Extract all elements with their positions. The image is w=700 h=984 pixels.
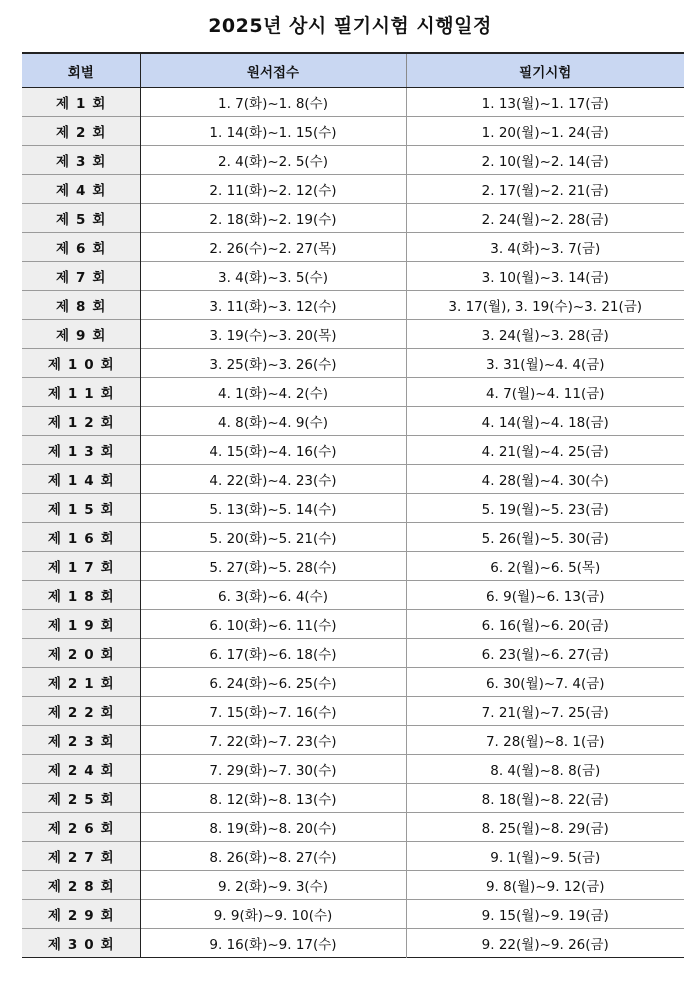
application-cell: 3. 4(화)~3. 5(수) bbox=[140, 262, 406, 291]
round-cell: 제26회 bbox=[22, 813, 140, 842]
application-cell: 7. 22(화)~7. 23(수) bbox=[140, 726, 406, 755]
application-cell: 5. 20(화)~5. 21(수) bbox=[140, 523, 406, 552]
exam-cell: 4. 14(월)~4. 18(금) bbox=[406, 407, 684, 436]
exam-cell: 1. 20(월)~1. 24(금) bbox=[406, 117, 684, 146]
application-cell: 2. 26(수)~2. 27(목) bbox=[140, 233, 406, 262]
table-row bbox=[22, 697, 684, 726]
table-row bbox=[22, 639, 684, 668]
exam-cell: 3. 24(월)~3. 28(금) bbox=[406, 320, 684, 349]
round-cell: 제24회 bbox=[22, 755, 140, 784]
round-cell: 제1회 bbox=[22, 88, 140, 117]
exam-cell: 7. 21(월)~7. 25(금) bbox=[406, 697, 684, 726]
application-cell: 6. 10(화)~6. 11(수) bbox=[140, 610, 406, 639]
exam-cell: 3. 10(월)~3. 14(금) bbox=[406, 262, 684, 291]
application-cell: 4. 22(화)~4. 23(수) bbox=[140, 465, 406, 494]
exam-cell: 3. 17(월), 3. 19(수)~3. 21(금) bbox=[406, 291, 684, 320]
application-cell: 3. 25(화)~3. 26(수) bbox=[140, 349, 406, 378]
application-cell: 6. 17(화)~6. 18(수) bbox=[140, 639, 406, 668]
round-cell: 제18회 bbox=[22, 581, 140, 610]
table-row bbox=[22, 465, 684, 494]
application-cell: 2. 4(화)~2. 5(수) bbox=[140, 146, 406, 175]
table-row bbox=[22, 88, 684, 117]
application-cell: 4. 1(화)~4. 2(수) bbox=[140, 378, 406, 407]
table-row bbox=[22, 117, 684, 146]
table-row bbox=[22, 204, 684, 233]
table-row bbox=[22, 842, 684, 871]
application-cell: 7. 29(화)~7. 30(수) bbox=[140, 755, 406, 784]
application-cell: 2. 18(화)~2. 19(수) bbox=[140, 204, 406, 233]
table-row bbox=[22, 755, 684, 784]
application-cell: 3. 19(수)~3. 20(목) bbox=[140, 320, 406, 349]
exam-cell: 2. 10(월)~2. 14(금) bbox=[406, 146, 684, 175]
exam-cell: 9. 22(월)~9. 26(금) bbox=[406, 929, 684, 958]
table-row bbox=[22, 929, 684, 958]
exam-cell: 7. 28(월)~8. 1(금) bbox=[406, 726, 684, 755]
application-cell: 7. 15(화)~7. 16(수) bbox=[140, 697, 406, 726]
round-cell: 제22회 bbox=[22, 697, 140, 726]
table-row bbox=[22, 726, 684, 755]
exam-cell: 8. 25(월)~8. 29(금) bbox=[406, 813, 684, 842]
application-cell: 8. 12(화)~8. 13(수) bbox=[140, 784, 406, 813]
round-cell: 제27회 bbox=[22, 842, 140, 871]
table-row bbox=[22, 291, 684, 320]
round-cell: 제20회 bbox=[22, 639, 140, 668]
column-header-exam: 필기시험 bbox=[406, 53, 684, 88]
application-cell: 4. 15(화)~4. 16(수) bbox=[140, 436, 406, 465]
round-cell: 제3회 bbox=[22, 146, 140, 175]
application-cell: 6. 3(화)~6. 4(수) bbox=[140, 581, 406, 610]
round-cell: 제11회 bbox=[22, 378, 140, 407]
round-cell: 제30회 bbox=[22, 929, 140, 958]
table-row bbox=[22, 320, 684, 349]
table-row bbox=[22, 900, 684, 929]
application-cell: 4. 8(화)~4. 9(수) bbox=[140, 407, 406, 436]
round-cell: 제25회 bbox=[22, 784, 140, 813]
round-cell: 제21회 bbox=[22, 668, 140, 697]
exam-cell: 4. 7(월)~4. 11(금) bbox=[406, 378, 684, 407]
round-cell: 제16회 bbox=[22, 523, 140, 552]
round-cell: 제7회 bbox=[22, 262, 140, 291]
table-row bbox=[22, 813, 684, 842]
exam-cell: 5. 19(월)~5. 23(금) bbox=[406, 494, 684, 523]
exam-cell: 5. 26(월)~5. 30(금) bbox=[406, 523, 684, 552]
exam-cell: 6. 9(월)~6. 13(금) bbox=[406, 581, 684, 610]
exam-cell: 2. 24(월)~2. 28(금) bbox=[406, 204, 684, 233]
exam-cell: 6. 16(월)~6. 20(금) bbox=[406, 610, 684, 639]
table-row bbox=[22, 349, 684, 378]
round-cell: 제8회 bbox=[22, 291, 140, 320]
column-header-round: 회별 bbox=[22, 53, 140, 88]
round-cell: 제17회 bbox=[22, 552, 140, 581]
application-cell: 5. 27(화)~5. 28(수) bbox=[140, 552, 406, 581]
round-cell: 제2회 bbox=[22, 117, 140, 146]
exam-cell: 6. 30(월)~7. 4(금) bbox=[406, 668, 684, 697]
table-row bbox=[22, 784, 684, 813]
table-row bbox=[22, 581, 684, 610]
table-row bbox=[22, 552, 684, 581]
application-cell: 9. 9(화)~9. 10(수) bbox=[140, 900, 406, 929]
application-cell: 1. 14(화)~1. 15(수) bbox=[140, 117, 406, 146]
round-cell: 제28회 bbox=[22, 871, 140, 900]
application-cell: 8. 26(화)~8. 27(수) bbox=[140, 842, 406, 871]
table-row bbox=[22, 871, 684, 900]
table-row bbox=[22, 523, 684, 552]
exam-cell: 3. 4(화)~3. 7(금) bbox=[406, 233, 684, 262]
exam-cell: 9. 1(월)~9. 5(금) bbox=[406, 842, 684, 871]
application-cell: 5. 13(화)~5. 14(수) bbox=[140, 494, 406, 523]
exam-cell: 3. 31(월)~4. 4(금) bbox=[406, 349, 684, 378]
round-cell: 제13회 bbox=[22, 436, 140, 465]
application-cell: 9. 16(화)~9. 17(수) bbox=[140, 929, 406, 958]
application-cell: 1. 7(화)~1. 8(수) bbox=[140, 88, 406, 117]
round-cell: 제19회 bbox=[22, 610, 140, 639]
round-cell: 제6회 bbox=[22, 233, 140, 262]
round-cell: 제29회 bbox=[22, 900, 140, 929]
table-row bbox=[22, 262, 684, 291]
round-cell: 제4회 bbox=[22, 175, 140, 204]
table-row bbox=[22, 494, 684, 523]
exam-cell: 8. 4(월)~8. 8(금) bbox=[406, 755, 684, 784]
table-row bbox=[22, 233, 684, 262]
application-cell: 8. 19(화)~8. 20(수) bbox=[140, 813, 406, 842]
round-cell: 제9회 bbox=[22, 320, 140, 349]
exam-cell: 4. 21(월)~4. 25(금) bbox=[406, 436, 684, 465]
round-cell: 제15회 bbox=[22, 494, 140, 523]
round-cell: 제12회 bbox=[22, 407, 140, 436]
table-body bbox=[22, 88, 684, 958]
exam-cell: 2. 17(월)~2. 21(금) bbox=[406, 175, 684, 204]
exam-cell: 4. 28(월)~4. 30(수) bbox=[406, 465, 684, 494]
application-cell: 2. 11(화)~2. 12(수) bbox=[140, 175, 406, 204]
column-header-application: 원서접수 bbox=[140, 53, 406, 88]
exam-cell: 9. 8(월)~9. 12(금) bbox=[406, 871, 684, 900]
application-cell: 3. 11(화)~3. 12(수) bbox=[140, 291, 406, 320]
application-cell: 6. 24(화)~6. 25(수) bbox=[140, 668, 406, 697]
round-cell: 제5회 bbox=[22, 204, 140, 233]
exam-cell: 6. 23(월)~6. 27(금) bbox=[406, 639, 684, 668]
table-row bbox=[22, 610, 684, 639]
exam-cell: 1. 13(월)~1. 17(금) bbox=[481, 96, 609, 112]
table-row bbox=[22, 378, 684, 407]
table-header-row bbox=[22, 53, 684, 88]
table-row bbox=[22, 146, 684, 175]
round-cell: 제10회 bbox=[22, 349, 140, 378]
round-cell: 제23회 bbox=[22, 726, 140, 755]
table-row bbox=[22, 668, 684, 697]
table-row bbox=[22, 436, 684, 465]
application-cell: 9. 2(화)~9. 3(수) bbox=[140, 871, 406, 900]
exam-cell: 6. 2(월)~6. 5(목) bbox=[406, 552, 684, 581]
exam-schedule-table bbox=[22, 52, 684, 958]
page-title: 2025년 상시 필기시험 시행일정 bbox=[208, 15, 492, 37]
exam-cell: 8. 18(월)~8. 22(금) bbox=[406, 784, 684, 813]
table-row bbox=[22, 407, 684, 436]
round-cell: 제14회 bbox=[22, 465, 140, 494]
table-row bbox=[22, 175, 684, 204]
exam-cell: 9. 15(월)~9. 19(금) bbox=[406, 900, 684, 929]
